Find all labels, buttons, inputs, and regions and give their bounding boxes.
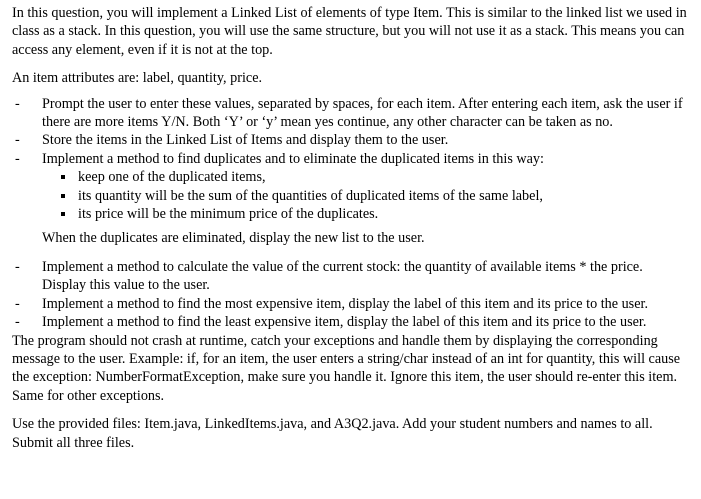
exceptions-paragraph: The program should not crash at runtime, catch your exceptions and handle them by displaying the corresponding message to the user. Example: if, for an item, the user enters a string/char instead of an int for quantity, this will cause the exception: NumberFormatException, make sure you handle it. Ignore this item, the user should re-enter this item. Same for other exceptions.: [12, 332, 681, 404]
duplicate-rule-item: its quantity will be the sum of the quantities of duplicated items of the same label,: [59, 187, 687, 205]
task-item: - Implement a method to calculate the value of the current stock: the quantity of available items * the price. Display this value to the user.: [12, 258, 687, 295]
task-item: - Implement a method to find the most expensive item, display the label of this item and its price to the user.: [12, 295, 687, 313]
task-list-b: [12, 258, 687, 332]
duplicate-rule-item: keep one of the duplicated items,: [59, 168, 687, 186]
intro-paragraph: In this question, you will implement a Linked List of elements of type Item. This is similar to the linked list we used in class as a stack. In this question, you will use the same structure, but you will not use it as a stack. This means you can access any element, even if it is not at the top.: [12, 5, 687, 58]
task-list-a: [12, 95, 687, 169]
after-duplicates-note: When the duplicates are eliminated, display the new list to the user.: [42, 230, 425, 247]
task-item: - Prompt the user to enter these values, separated by spaces, for each item. After entering each item, ask the user if there are more items Y/N. Both ‘Y’ or ‘y’ mean yes continue, any other character can be taken as no.: [12, 95, 687, 132]
files-paragraph: Use the provided files: Item.java, LinkedItems.java, and A3Q2.java. Add your student numbers and names to all. Submit all three files.: [12, 416, 653, 451]
duplicate-rule-item: its price will be the minimum price of the duplicates.: [59, 205, 687, 223]
attributes-paragraph: An item attributes are: label, quantity, price.: [12, 70, 263, 87]
task-item: - Implement a method to find the least expensive item, display the label of this item and its price to the user.: [12, 313, 687, 331]
task-item: - Store the items in the Linked List of Items and display them to the user.: [12, 131, 687, 149]
duplicate-rules-list: [12, 168, 687, 223]
task-item: - Implement a method to find duplicates and to eliminate the duplicated items in this way:: [12, 150, 687, 168]
